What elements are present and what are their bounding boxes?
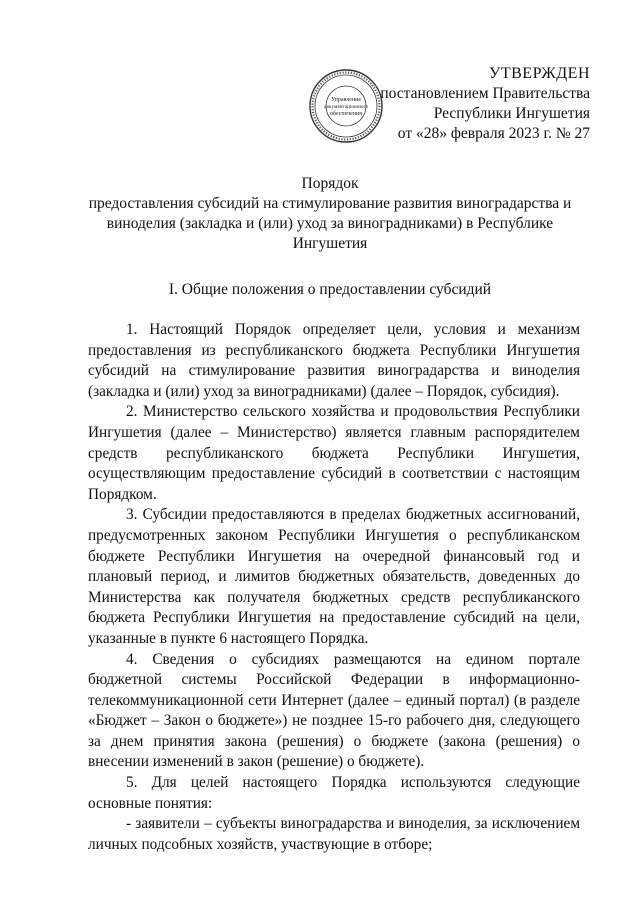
paragraph-1: 1. Настоящий Порядок определяет цели, условия и механизм предоставления из республиканского бюджета Республики Ингушетия субсидий на стимулирование развития виноградарства и виноделия (закладка и (или) уход за виноградниками) (далее – Порядок, субсидия). <box>88 321 580 400</box>
paragraph-5: 5. Для целей настоящего Порядка используются следующие основные понятия: <box>88 774 580 812</box>
title-word: Порядок <box>301 175 359 192</box>
document-body <box>88 320 580 855</box>
paragraph-4: 4. Сведения о субсидиях размещаются на едином портале бюджетной системы Российской Федерации в информационно-телекоммуникационной сети Интернет (далее – единый портал) (в разделе «Бюджет – Закон о бюджете») не позднее 15-го рабочего дня, следующего за днем принятия закона (решения) о бюджете (закона (решения) о внесении изменений в закон (решение) о бюджете). <box>88 650 580 771</box>
stamp-line-3: обеспечения <box>329 111 363 117</box>
paragraph-6: - заявители – субъекты виноградарства и виноделия, за исключением личных подсобных хозяйств, участвующие в отборе; <box>88 815 580 853</box>
approval-heading: УТВЕРЖДЕН <box>489 65 590 82</box>
title-text: предоставления субсидий на стимулирование развития виноградарства и виноделия (закладка и (или) уход за виноградниками) в Республике Ингушетия <box>88 195 572 252</box>
document-title <box>80 174 580 254</box>
approval-line-2: Республики Ингушетия <box>433 105 590 122</box>
section-heading: I. Общие положения о предоставлении субсидий <box>168 281 492 298</box>
paragraph-3: 3. Субсидии предоставляются в пределах бюджетных ассигнований, предусмотренных законом Республики Ингушетия о республиканском бюджете Республики Ингушетия на очередной финансовый год и плановый период, и лимитов бюджетных обязательств, доведенных до Министерства как получателя бюджетных средств республиканского бюджета Республики Ингушетия на предоставление субсидий на цели, указанные в пункте 6 настоящего Порядка. <box>88 506 580 647</box>
stamp-line-2: документационного <box>323 104 369 110</box>
paragraph-2: 2. Министерство сельского хозяйства и продовольствия Республики Ингушетия (далее – Министерство) является главным распорядителем средств республиканского бюджета Республики Ингушетия, осуществляющим предоставление субсидий в соответствии с настоящим Порядком. <box>88 403 580 503</box>
seal-stamp-icon <box>308 68 384 144</box>
approval-line-1: постановлением Правительства <box>380 85 590 102</box>
approval-line-3: от «28» февраля 2023 г. № 27 <box>397 125 590 142</box>
stamp-line-1: Управление <box>330 97 362 103</box>
